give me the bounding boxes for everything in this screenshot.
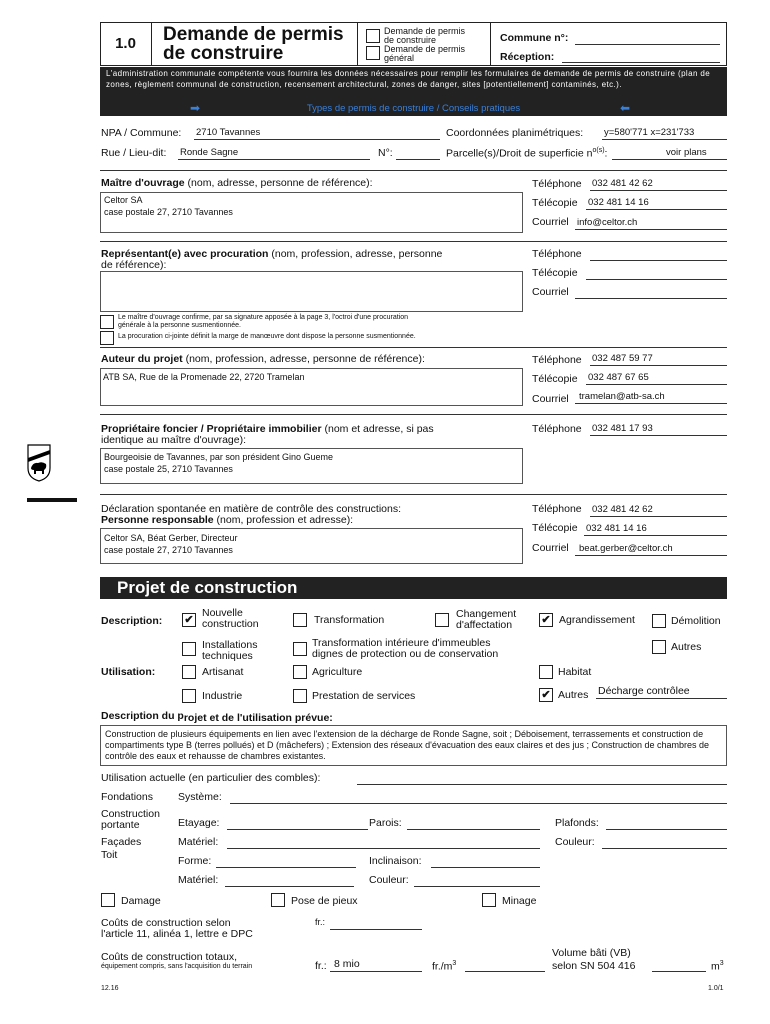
parcelle-label-text: Parcelle(s)/Droit de superficie n <box>446 147 593 160</box>
opt-transfo-int-l2: dignes de protection ou de conservation <box>312 648 499 660</box>
maitre-tel-label: Téléphone <box>532 178 582 190</box>
header-divider-1 <box>357 22 358 66</box>
checkbox-artisanat[interactable] <box>182 665 196 679</box>
materiel-label: Matériel: <box>178 836 219 848</box>
maitre-fax-field[interactable] <box>586 209 727 210</box>
m3-label <box>711 960 724 973</box>
decl-title-bold: Personne responsable <box>101 514 214 526</box>
parcelle-field[interactable] <box>612 159 727 160</box>
coord-field[interactable] <box>602 139 727 140</box>
opt-artisanat: Artisanat <box>202 666 244 678</box>
etayage-field[interactable] <box>227 829 368 830</box>
m3-sup: 3 <box>719 960 724 967</box>
materiel2-label: Matériel: <box>178 874 219 886</box>
desc-label: Description: <box>101 615 163 627</box>
autres2-value[interactable]: Décharge contrôlee <box>598 685 690 697</box>
bear-shield-icon <box>27 444 51 482</box>
checkbox-pose-pieux[interactable] <box>271 893 285 907</box>
couts-totaux-sub: équipement compris, sans l'acquisition du terrain <box>101 963 253 970</box>
prop-tel-value[interactable]: 032 481 17 93 <box>592 423 653 434</box>
fr-m3-sup: 3 <box>452 960 457 967</box>
opt-permis-construire-l2: de construire <box>384 35 437 45</box>
materiel-field[interactable] <box>227 848 540 849</box>
prop-title-rest: (nom et adresse, si pas <box>321 423 434 435</box>
fondations-label: Fondations <box>101 791 153 803</box>
form-title-line1: Demande de permis <box>163 24 344 45</box>
rep-tel-label: Téléphone <box>532 248 582 260</box>
desc-title-b: rojet et de l'utilisation prévue: <box>183 712 333 724</box>
no-label: N°: <box>378 147 393 159</box>
maitre-line2: case postale 27, 2710 Tavannes <box>104 207 233 217</box>
maitre-title-bold: Maître d'ouvrage <box>101 177 185 189</box>
forme-label: Forme: <box>178 855 212 867</box>
opt-transformation: Transformation <box>314 614 385 626</box>
decl-mail-value[interactable]: beat.gerber@celtor.ch <box>579 543 673 554</box>
opt-nouvelle-l2: construction <box>202 618 259 630</box>
fr-m3-text: fr./m <box>432 960 453 973</box>
volume-field[interactable] <box>652 971 706 972</box>
rue-field[interactable] <box>178 159 370 160</box>
divider <box>100 241 727 242</box>
prop-title-l2: identique au maître d'ouvrage): <box>101 434 247 446</box>
checkbox-habitat[interactable] <box>539 665 553 679</box>
decl-fax-label: Télécopie <box>532 522 578 534</box>
opt-agriculture: Agriculture <box>312 666 363 678</box>
coord-value[interactable]: y=580'771 x=231'733 <box>604 127 695 138</box>
decl-tel-label: Téléphone <box>532 503 582 515</box>
auteur-title-rest: (nom, profession, adresse, personne de référence): <box>182 353 425 365</box>
parois-label: Parois: <box>369 817 402 829</box>
maitre-title-rest: (nom, adresse, personne de référence): <box>184 177 373 189</box>
checkbox-autres-description[interactable] <box>652 640 666 654</box>
checkbox-nouvelle-construction[interactable]: ✔ <box>182 613 196 627</box>
decl-fax-value[interactable]: 032 481 14 16 <box>586 523 647 534</box>
checkbox-damage[interactable] <box>101 893 115 907</box>
couleur2-field[interactable] <box>414 886 540 887</box>
decl-fax-field[interactable] <box>584 535 727 536</box>
divider <box>100 170 727 171</box>
couts-selon-l1: Coûts de construction selon <box>101 917 231 929</box>
projet-section-title: Projet de construction <box>117 578 298 597</box>
checkbox-installations-techniques[interactable] <box>182 642 196 656</box>
couleur-field[interactable] <box>602 848 727 849</box>
decl-title-rest: (nom, profession et adresse): <box>213 514 354 526</box>
decl-tel-field[interactable] <box>590 516 727 517</box>
decl-mail-label: Courriel <box>532 542 569 554</box>
construction-l2: portante <box>101 819 140 831</box>
rep-fax-label: Télécopie <box>532 267 578 279</box>
util-actuelle-field[interactable] <box>357 784 727 785</box>
parcelle-label <box>446 147 607 160</box>
prop-line2: case postale 25, 2710 Tavannes <box>104 464 233 474</box>
commune-field[interactable] <box>575 44 720 45</box>
couts-totaux-value[interactable]: 8 mio <box>334 958 360 970</box>
checkbox-autres-utilisation[interactable]: ✔ <box>539 688 553 702</box>
facades-label: Façades <box>101 836 142 848</box>
divider <box>100 414 727 415</box>
form-number: 1.0 <box>100 22 152 66</box>
auteur-mail-field[interactable] <box>575 403 727 404</box>
arrow-right-icon: ➡ <box>190 101 201 115</box>
opt-habitat: Habitat <box>558 666 592 678</box>
checkbox-transfo-interieure[interactable] <box>293 642 307 656</box>
maitre-mail-value[interactable]: info@celtor.ch <box>577 217 638 228</box>
decl-line1: Celtor SA, Béat Gerber, Directeur <box>104 533 238 543</box>
opt-industrie: Industrie <box>202 690 243 702</box>
checkbox-procuration-jointe[interactable] <box>100 331 114 345</box>
auteur-mail-value[interactable]: tramelan@atb-sa.ch <box>579 391 665 402</box>
footer-version: 12.16 <box>101 985 119 992</box>
margin-marker <box>27 498 77 502</box>
construction-l1: Construction <box>101 808 160 820</box>
checkbox-agrandissement[interactable]: ✔ <box>539 613 553 627</box>
prop-tel-label: Téléphone <box>532 423 582 435</box>
opt-permis-construire-l1: Demande de permis <box>384 26 466 36</box>
divider <box>100 494 727 495</box>
toit-label: Toit <box>101 849 118 861</box>
coord-label: Coordonnées planimétriques: <box>446 127 584 139</box>
reception-label: Réception: <box>500 51 555 63</box>
couleur-label: Couleur: <box>555 836 595 848</box>
rep-title-rest: (nom, profession, adresse, personne <box>268 248 443 260</box>
prop-tel-field[interactable] <box>590 435 727 436</box>
auteur-line1: ATB SA, Rue de la Promenade 22, 2720 Tramelan <box>103 372 305 382</box>
fr-m3-label <box>432 960 456 973</box>
fr-label2: fr.: <box>315 960 327 972</box>
auteur-fax-label: Télécopie <box>532 373 578 385</box>
opt-demolition: Démolition <box>671 615 721 627</box>
parois-field[interactable] <box>407 829 540 830</box>
couts-totaux-label: Coûts de construction totaux, <box>101 951 237 963</box>
checkbox-agriculture[interactable] <box>293 665 307 679</box>
rue-value[interactable]: Ronde Sagne <box>180 147 239 158</box>
parcelle-colon: : <box>604 147 608 160</box>
links-text[interactable]: Types de permis de construire / Conseils pratiques <box>306 103 521 114</box>
opt-permis-general-l1: Demande de permis <box>384 44 466 54</box>
systeme-label: Système: <box>178 791 222 803</box>
projet-section-header <box>100 577 727 599</box>
maitre-title <box>101 177 373 189</box>
opt-changement-l1: Changement <box>456 608 517 620</box>
prop-line1: Bourgeoisie de Tavannes, par son président Gino Gueme <box>104 452 333 462</box>
couts-totaux-field[interactable] <box>330 971 422 972</box>
opt-autres: Autres <box>671 641 702 653</box>
auteur-tel-value[interactable]: 032 487 59 77 <box>592 353 653 364</box>
maitre-mail-label: Courriel <box>532 216 569 228</box>
decl-line2: case postale 27, 2710 Tavannes <box>104 545 233 555</box>
rep-note2: La procuration ci-jointe définit la marge de manœuvre dont dispose la personne susmentionnée. <box>118 333 416 340</box>
maitre-tel-value[interactable]: 032 481 42 62 <box>592 178 653 189</box>
rue-label: Rue / Lieu-dit: <box>101 147 167 159</box>
checkbox-procuration-generale[interactable] <box>100 315 114 329</box>
auteur-tel-field[interactable] <box>590 365 727 366</box>
no-field[interactable] <box>396 159 440 160</box>
inclinaison-field[interactable] <box>431 867 540 868</box>
desc-textarea[interactable] <box>100 725 727 766</box>
auteur-fax-value[interactable]: 032 487 67 65 <box>588 372 649 383</box>
auteur-fax-field[interactable] <box>586 384 727 385</box>
pose-pieux-label: Pose de pieux <box>291 895 358 907</box>
checkbox-changement-affectation[interactable] <box>435 613 449 627</box>
opt-prestation: Prestation de services <box>312 690 416 702</box>
decl-tel-value[interactable]: 032 481 42 62 <box>592 504 653 515</box>
forme-field[interactable] <box>216 867 356 868</box>
footer-page: 1.0/1 <box>708 985 724 992</box>
notice-box <box>100 67 727 101</box>
opt-install-l2: techniques <box>202 650 253 662</box>
parcelle-sup: o(s) <box>592 147 605 154</box>
opt-agrandissement: Agrandissement <box>559 614 635 626</box>
couts-selon-l2: l'article 11, alinéa 1, lettre e DPC <box>101 928 253 940</box>
autres2-field[interactable] <box>596 698 727 699</box>
fr-m3-field[interactable] <box>465 971 545 972</box>
auteur-mail-label: Courriel <box>532 393 569 405</box>
opt-transfo-int-l1: Transformation intérieure d'immeubles <box>312 637 491 649</box>
maitre-line1: Celtor SA <box>104 195 143 205</box>
rep-tel-field[interactable] <box>590 260 727 261</box>
parcelle-value[interactable]: voir plans <box>666 147 707 158</box>
opt-install-l1: Installations <box>202 639 258 651</box>
checkbox-minage[interactable] <box>482 893 496 907</box>
desc-title-a: Description du p <box>101 710 184 722</box>
opt-nouvelle-l1: Nouvelle <box>202 607 243 619</box>
rep-mail-field[interactable] <box>575 298 727 299</box>
maitre-tel-field[interactable] <box>590 190 727 191</box>
maitre-fax-label: Télécopie <box>532 197 578 209</box>
desc-text: Construction de plusieurs équipements en lien avec l'extension de la décharge de Ronde Sagne, soit ; Déboisement, terrassements et construction de compartiments type B (terres pollués) et D (mâchefers) ; Extension des réseaux d'évacuation des eaux claires et des jus ; Construction de chambres de contrôle des eaux et rehausse de chambres existantes. <box>105 729 710 761</box>
rep-note1-l1: Le maître d'ouvrage confirme, par sa signature apposée à la page 3, l'octroi d'une procuration <box>118 314 409 321</box>
rep-title-bold: Représentant(e) avec procuration <box>101 248 269 260</box>
opt-permis-general-l2: général <box>384 53 415 63</box>
materiel2-field[interactable] <box>225 886 354 887</box>
checkbox-industrie[interactable] <box>182 689 196 703</box>
minage-label: Minage <box>502 895 537 907</box>
header-divider-2 <box>490 22 491 66</box>
auteur-tel-label: Téléphone <box>532 354 582 366</box>
rep-note1-l2: générale à la personne susmentionnée. <box>118 322 241 329</box>
opt-autres2: Autres <box>558 689 589 701</box>
decl-title-l2 <box>101 514 353 526</box>
rep-mail-label: Courriel <box>532 286 569 298</box>
volume-l2: selon SN 504 416 <box>552 960 636 972</box>
prop-title-bold: Propriétaire foncier / Propriétaire immobilier <box>101 423 322 435</box>
checkbox-transformation[interactable] <box>293 613 307 627</box>
decl-title-l1: Déclaration spontanée en matière de contrôle des constructions: <box>101 503 402 515</box>
npa-label: NPA / Commune: <box>101 127 182 139</box>
couleur2-label: Couleur: <box>369 874 409 886</box>
rep-title-l2: de référence): <box>101 259 167 271</box>
decl-mail-field[interactable] <box>575 555 727 556</box>
notice-text: L'administration communale compétente vous fournira les données nécessaires pour remplir les formulaires de demande de permis de construire (plan de zones, règlement communal de construction, recensement architectural, zones de danger, sites [potentiellement] contaminés, etc.). <box>106 69 711 89</box>
maitre-fax-value[interactable]: 032 481 14 16 <box>588 197 649 208</box>
checkbox-demolition[interactable] <box>652 614 666 628</box>
plafonds-label: Plafonds: <box>555 817 599 829</box>
damage-label: Damage <box>121 895 161 907</box>
commune-label: Commune n°: <box>500 32 569 44</box>
auteur-title <box>101 353 425 365</box>
checkbox-permis-construire[interactable] <box>366 29 380 43</box>
inclinaison-label: Inclinaison: <box>369 855 422 867</box>
reception-field[interactable] <box>562 62 720 63</box>
bern-coat-of-arms-logo <box>27 444 51 485</box>
auteur-title-bold: Auteur du projet <box>101 353 183 365</box>
fr-label: fr.: <box>315 917 326 927</box>
etayage-label: Etayage: <box>178 817 220 829</box>
npa-field[interactable] <box>194 139 440 140</box>
util-actuelle-label: Utilisation actuelle (en particulier des combles): <box>101 772 321 784</box>
couts-selon-field[interactable] <box>330 929 422 930</box>
plafonds-field[interactable] <box>606 829 727 830</box>
util-label: Utilisation: <box>101 666 156 678</box>
checkbox-prestation-services[interactable] <box>293 689 307 703</box>
divider <box>100 347 727 348</box>
opt-changement-l2: d'affectation <box>456 619 513 631</box>
form-title-line2: de construire <box>163 43 284 64</box>
maitre-mail-field[interactable] <box>575 229 727 230</box>
desc-title <box>101 710 333 722</box>
arrow-left-icon: ⬅ <box>620 101 631 115</box>
checkbox-permis-general[interactable] <box>366 46 380 60</box>
npa-value[interactable]: 2710 Tavannes <box>196 127 261 138</box>
m3-text: m <box>711 960 720 973</box>
systeme-field[interactable] <box>230 803 727 804</box>
rep-fax-field[interactable] <box>586 279 727 280</box>
rep-textarea[interactable] <box>100 271 523 312</box>
volume-l1: Volume bâti (VB) <box>552 947 631 959</box>
